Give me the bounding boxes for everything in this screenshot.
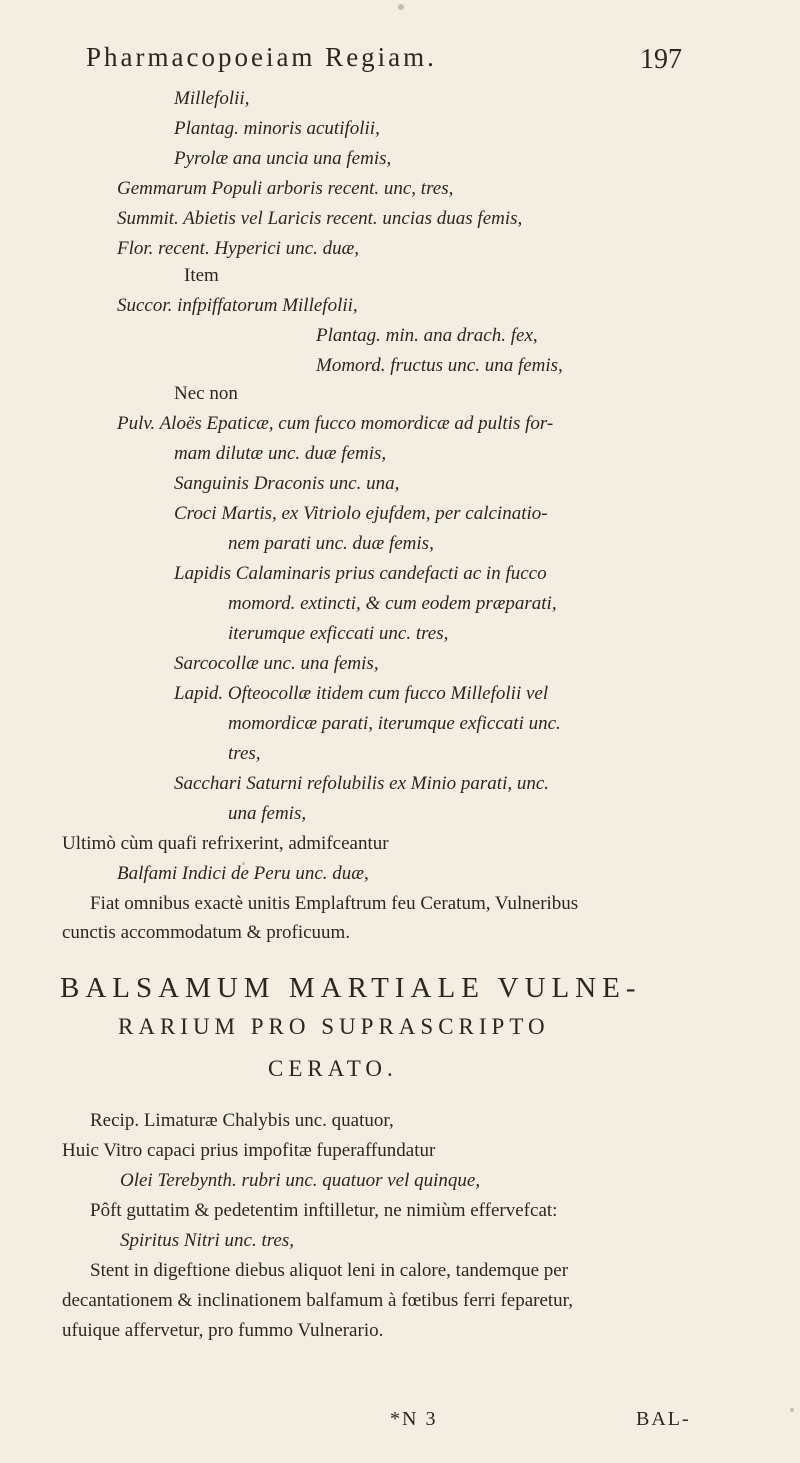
ingredient-line: Sanguinis Draconis unc. una, <box>174 473 400 494</box>
ingredient-line: Gemmarum Populi arboris recent. unc, tres, <box>117 178 454 199</box>
text-line: Nec non <box>174 383 238 404</box>
ingredient-line: Spiritus Nitri unc. tres, <box>120 1230 295 1251</box>
ingredient-line: nem parati unc. duæ femis, <box>228 533 434 554</box>
ink-spot <box>398 4 404 10</box>
text-line: Pôft guttatim & pedetentim inftilletur, ne nimiùm effervefcat: <box>90 1200 558 1221</box>
ingredient-line: iterumque exficcati unc. tres, <box>228 623 449 644</box>
ingredient-line: Summit. Abietis vel Laricis recent. uncias duas femis, <box>117 208 523 229</box>
text-line: Huic Vitro capaci prius impofitæ fuperaffundatur <box>62 1140 436 1161</box>
ingredient-line: Plantag. minoris acutifolii, <box>174 118 380 139</box>
text-line: Fiat omnibus exactè unitis Emplaftrum feu Ceratum, Vulneribus <box>90 893 579 914</box>
text-line: decantationem & inclinationem balfamum à fœtibus ferri feparetur, <box>62 1290 573 1311</box>
ingredient-line: Plantag. min. ana drach. fex, <box>316 325 538 346</box>
ink-spot <box>790 1408 794 1412</box>
ingredient-line: Momord. fructus unc. una femis, <box>316 355 563 376</box>
ingredient-line: Lapid. Ofteocollæ itidem cum fucco Millefolii vel <box>174 683 549 704</box>
page-number: 197 <box>640 44 682 75</box>
ingredient-line: Millefolii, <box>174 88 250 109</box>
ingredient-line: Sacchari Saturni refolubilis ex Minio parati, unc. <box>174 773 550 794</box>
ingredient-line: Lapidis Calaminaris prius candefacti ac in fucco <box>174 563 547 584</box>
ingredient-line: momordicæ parati, iterumque exficcati unc. <box>228 713 561 734</box>
text-line: Recip. Limaturæ Chalybis unc. quatuor, <box>90 1110 394 1131</box>
section-heading: BALSAMUM MARTIALE VULNE- <box>60 972 642 1004</box>
ingredient-line: Pulv. Aloës Epaticæ, cum fucco momordicæ ad pultis for- <box>117 413 554 434</box>
ingredient-line: Croci Martis, ex Vitriolo ejufdem, per calcinatio- <box>174 503 548 524</box>
ingredient-line: Pyrolæ ana uncia una femis, <box>174 148 392 169</box>
ingredient-line: Olei Terebynth. rubri unc. quatuor vel quinque, <box>120 1170 481 1191</box>
ingredient-line: Succor. infpiffatorum Millefolii, <box>117 295 358 316</box>
ink-spot <box>242 862 245 865</box>
text-line: Item <box>184 265 219 286</box>
section-heading: RARIUM PRO SUPRASCRIPTO <box>118 1014 550 1039</box>
ingredient-line: tres, <box>228 743 261 764</box>
text-line: Ultimò cùm quafi refrixerint, admifceantur <box>62 833 389 854</box>
ingredient-line: Flor. recent. Hyperici unc. duæ, <box>117 238 360 259</box>
ingredient-line: momord. extincti, & cum eodem præparati, <box>228 593 557 614</box>
catchword: BAL- <box>636 1408 691 1430</box>
signature-mark: *N 3 <box>390 1408 438 1430</box>
text-line: cunctis accommodatum & proficuum. <box>62 922 351 943</box>
running-title: Pharmacopoeiam Regiam. <box>86 42 437 72</box>
ingredient-line: Balfami Indici de Peru unc. duæ, <box>117 863 369 884</box>
ingredient-line: Sarcocollæ unc. una femis, <box>174 653 379 674</box>
ingredient-line: mam dilutæ unc. duæ femis, <box>174 443 387 464</box>
text-line: Stent in digeftione diebus aliquot leni in calore, tandemque per <box>90 1260 569 1281</box>
ingredient-line: una femis, <box>228 803 307 824</box>
section-heading: CERATO. <box>268 1056 398 1081</box>
text-line: ufuique affervetur, pro fummo Vulnerario. <box>62 1320 384 1341</box>
